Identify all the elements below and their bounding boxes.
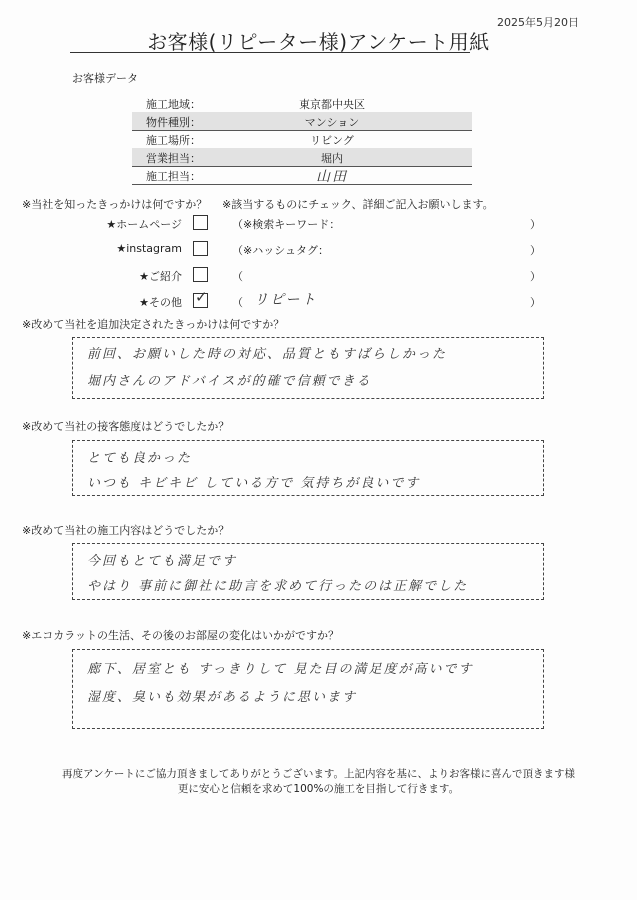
q3-answer-line-1: 今回もとても満足です <box>87 554 238 569</box>
option-detail-homepage: （※検索キーワード： <box>232 218 341 231</box>
q2-answer-box <box>72 440 544 496</box>
installer-label: 施工担当： <box>146 170 201 183</box>
footer-line-1: 再度アンケートにご協力頂きましてありがとうございます。上記内容を基に、よりお客様に喜んで頂きます様 <box>61 768 576 780</box>
option-close-instagram: ） <box>530 244 541 257</box>
customer-data-heading: お客様データ <box>72 72 138 85</box>
location-label: 施工場所： <box>146 134 201 147</box>
data-row-installer <box>132 166 472 185</box>
title-underline <box>70 52 470 53</box>
footer-line-2: 更に安心と信頼を求めて100%の施工を目指して行きます。 <box>177 783 460 795</box>
checkbox-instagram[interactable] <box>193 241 208 256</box>
sales-rep-label: 営業担当： <box>146 152 201 165</box>
q1-answer-line-2: 堀内さんのアドバイスが的確で信頼できる <box>87 374 372 389</box>
installer-value: 山田 <box>316 169 348 185</box>
option-detail-referral: （ <box>232 270 243 283</box>
area-label: 施工地域： <box>146 98 201 111</box>
q4-answer-line-2: 湿度、臭いも効果があるように思います <box>87 690 358 705</box>
check-mark-icon: ✓ <box>195 288 208 306</box>
q1-answer-line-1: 前回、お願いした時の対応、品質ともすばらしかった <box>87 347 448 362</box>
q4-answer-line-1: 廊下、居室とも すっきりして 見た目の満足度が高いです <box>87 662 474 677</box>
sales-rep-value: 堀内 <box>321 152 343 165</box>
q3-question: ※改めて当社の施工内容はどうでしたか？ <box>22 524 230 537</box>
option-label-homepage: ★ホームページ <box>106 218 182 231</box>
q3-answer-box <box>72 543 544 600</box>
q3-answer-line-2: やはり 事前に御社に助言を求めて行ったのは正解でした <box>87 579 469 594</box>
option-label-instagram: ★instagram <box>116 242 182 255</box>
property-type-label: 物件種別： <box>146 116 201 129</box>
option-detail-instagram: （※ハッシュタグ： <box>232 244 329 257</box>
property-type-value: マンション <box>304 116 360 129</box>
data-row-property-type <box>132 112 472 131</box>
option-label-other: ★その他 <box>139 296 182 309</box>
data-row-location <box>132 130 472 149</box>
option-close-other: ） <box>530 296 541 309</box>
area-value: 東京都中央区 <box>299 98 365 111</box>
checkbox-other[interactable] <box>193 288 208 308</box>
checkbox-referral[interactable] <box>193 267 208 282</box>
source-question: ※当社を知ったきっかけは何ですか？ <box>22 198 208 211</box>
page-title: お客様(リピーター様)アンケート用紙 <box>147 30 490 54</box>
option-close-homepage: ） <box>530 218 541 231</box>
option-close-referral: ） <box>530 270 541 283</box>
data-row-area <box>132 94 472 113</box>
survey-date: 2025年5月20日 <box>497 16 579 29</box>
option-label-referral: ★ご紹介 <box>139 270 182 283</box>
source-instruction: ※該当するものにチェック、詳細ご記入お願いします。 <box>222 198 494 211</box>
q2-answer-line-2: いつも キビキビ している方で 気持ちが良いです <box>87 476 421 491</box>
data-row-sales-rep <box>132 148 472 167</box>
q4-answer-box <box>72 649 544 729</box>
checkbox-homepage[interactable] <box>193 215 208 230</box>
footer-message <box>0 767 637 797</box>
q1-answer-box <box>72 337 544 399</box>
location-value: リビング <box>310 134 354 147</box>
option-written-other: リピート <box>254 292 318 308</box>
q1-question: ※改めて当社を追加決定されたきっかけは何ですか？ <box>22 318 285 331</box>
q4-question: ※エコカラットの生活、その後のお部屋の変化はいかがですか？ <box>22 629 339 642</box>
q2-answer-line-1: とても良かった <box>87 451 193 466</box>
q2-question: ※改めて当社の接客態度はどうでしたか？ <box>22 420 230 433</box>
option-detail-other: （ <box>232 296 243 309</box>
